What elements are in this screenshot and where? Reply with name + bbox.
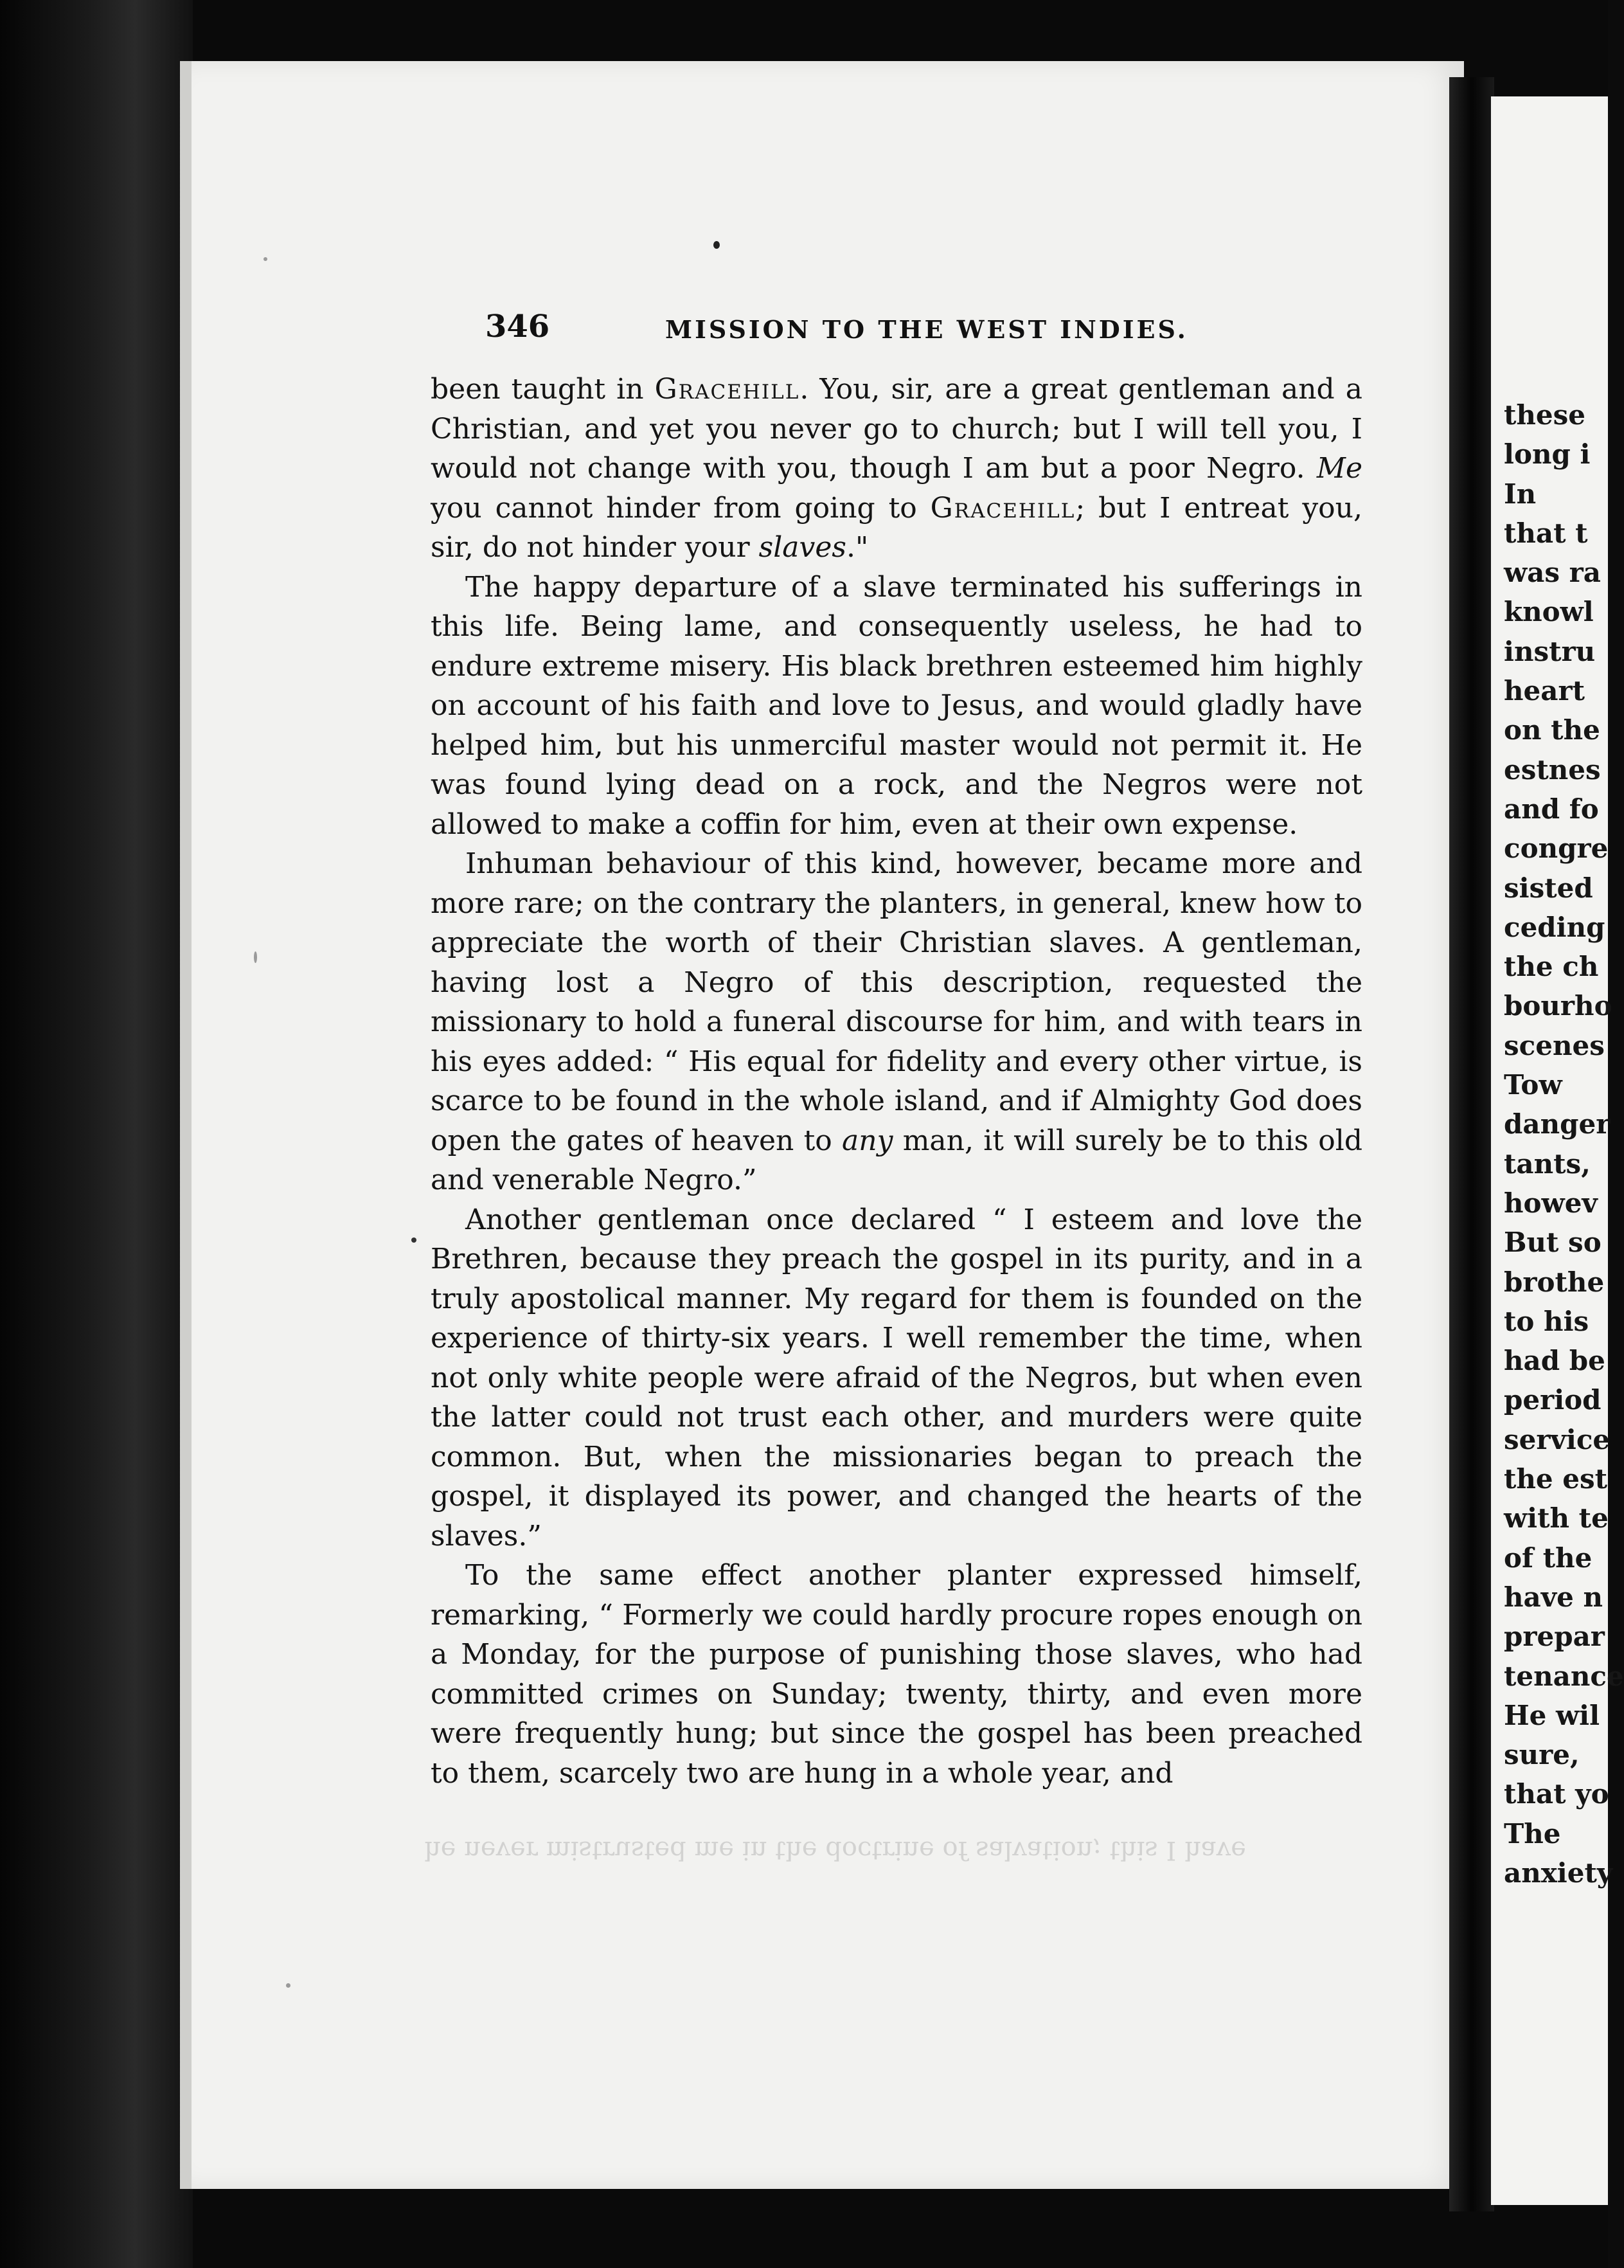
facing-page-line: In [1504, 478, 1537, 510]
facing-page-line: tenance [1504, 1660, 1624, 1692]
facing-page-line: But so [1504, 1227, 1602, 1259]
facing-page-line: have n [1504, 1581, 1603, 1613]
scan-speck [254, 951, 257, 963]
facing-page-line: and fo [1504, 793, 1599, 825]
facing-page-line: brothe [1504, 1266, 1605, 1298]
facing-page-line: danger [1504, 1108, 1611, 1140]
book-spine-shadow [0, 0, 193, 2268]
facing-page-line: the est [1504, 1463, 1608, 1495]
paragraph [431, 1200, 1362, 1556]
page-body-text [431, 370, 1362, 1793]
facing-page-line: knowl [1504, 596, 1594, 628]
text-run: . You, sir, are a great gentleman and a Christian, and yet you never go to church; but I will tell you, I would not change with you, though I am but a poor Negro. [431, 373, 1363, 485]
facing-page-line: sisted [1504, 872, 1593, 904]
text-run: man, it will surely be to this old and venerable Negro.” [431, 1124, 1363, 1196]
text-run: To the same effect another planter expressed himself, remarking, “ Formerly we could hardly procure ropes enough on a Monday, for the purpose of punishing those slaves, who had committed crimes on Sunday; twenty, thirty, and even more were frequently hung; but since the gospel has been preached to them, scarcely two are hung in a whole year, and [431, 1559, 1362, 1790]
italic-text: any [842, 1124, 893, 1157]
facing-page-line: that t [1504, 517, 1588, 549]
paragraph [431, 844, 1362, 1200]
facing-page-line: He wil [1504, 1699, 1600, 1731]
facing-page-line: on the [1504, 714, 1600, 746]
facing-page-line: sure, [1504, 1739, 1580, 1771]
facing-page-line: The [1504, 1817, 1561, 1850]
facing-page-line: service [1504, 1423, 1611, 1455]
facing-page-line: period [1504, 1384, 1602, 1416]
text-run: The happy departure of a slave terminated his sufferings in this life. Being lame, and consequently useless, he had to endure extreme misery. His black brethren esteemed him highly on account of his faith and love to Jesus, and would gladly have helped him, but his unmerciful master would not permit it. He was found lying dead on a rock, and the Negros were not allowed to make a coffin for him, even at their own expense. [431, 570, 1362, 841]
running-head: MISSION TO THE WEST INDIES. [665, 315, 1188, 344]
small-caps-text: Gracehill [654, 373, 800, 406]
facing-page-line: howev [1504, 1187, 1598, 1219]
facing-page-line: heart [1504, 675, 1585, 707]
facing-page-line: long i [1504, 438, 1591, 471]
text-run: been taught in [431, 373, 655, 406]
text-run: ." [846, 531, 869, 564]
facing-page-line: prepar [1504, 1621, 1605, 1653]
small-caps-text: Gracehill [930, 491, 1076, 525]
facing-page-line: scenes [1504, 1029, 1605, 1061]
italic-text: Me [1316, 452, 1362, 485]
facing-page-line: ceding [1504, 911, 1605, 943]
text-run: Another gentleman once declared “ I esteem and love the Brethren, because they preach the gospel in its purity, and in a truly apostolical manner. My regard for them is founded on the experience of thirty-six years. I well remember the time, when not only white people were afraid of the Negros, but when even the latter could not trust each other, and murders were quite common. But, when the missionaries began to preach the gospel, it displayed its power, and changed the hearts of the slaves.” [431, 1203, 1362, 1553]
facing-page-line: Tow [1504, 1069, 1562, 1101]
scan-speck [713, 241, 720, 249]
page-gutter [1449, 77, 1494, 2211]
page-number: 346 [485, 309, 550, 345]
facing-page-line: to his [1504, 1305, 1589, 1337]
text-run: ; but I entreat you, sir, do not hinder your [431, 491, 1362, 564]
facing-page-line: the ch [1504, 951, 1599, 983]
paragraph [431, 568, 1362, 845]
scan-speck [411, 1238, 416, 1243]
facing-page-line: instru [1504, 635, 1596, 667]
page-header [485, 309, 1218, 360]
facing-page-line: congre [1504, 833, 1609, 865]
scan-speck [286, 1983, 290, 1988]
facing-page-line: with te [1504, 1502, 1609, 1534]
facing-page-line: that yo [1504, 1778, 1609, 1810]
text-run: Inhuman behaviour of this kind, however, became more and more rare; on the contrary the planters, in general, knew how to appreciate the worth of their Christian slaves. A gentleman, having lost a Negro of this description, requested the missionary to hold a funeral discourse for him, and with tears in his eyes added: “ His equal for fidelity and every other virtue, is scarce to be found in the whole island, and if Almighty God does open the gates of heaven to [431, 847, 1362, 1157]
scan-speck [263, 257, 267, 261]
facing-page-line: bourho [1504, 990, 1612, 1022]
paragraph [431, 1556, 1362, 1793]
facing-page-line: estnes [1504, 753, 1601, 786]
italic-text: slaves [758, 531, 847, 564]
facing-page-line: these [1504, 399, 1586, 431]
facing-page-text-fragments [1504, 395, 1624, 1893]
facing-page-line: tants, [1504, 1148, 1591, 1180]
paragraph [431, 370, 1362, 568]
facing-page-line: anxiety [1504, 1857, 1613, 1889]
facing-page-line: was ra [1504, 557, 1601, 589]
show-through-text: he never mistrusted me in the doctrine of salvation; this I have [424, 1835, 1246, 1865]
facing-page-line: had be [1504, 1345, 1605, 1377]
facing-page-line: of the [1504, 1542, 1593, 1574]
text-run: you cannot hinder from going to [431, 491, 931, 525]
